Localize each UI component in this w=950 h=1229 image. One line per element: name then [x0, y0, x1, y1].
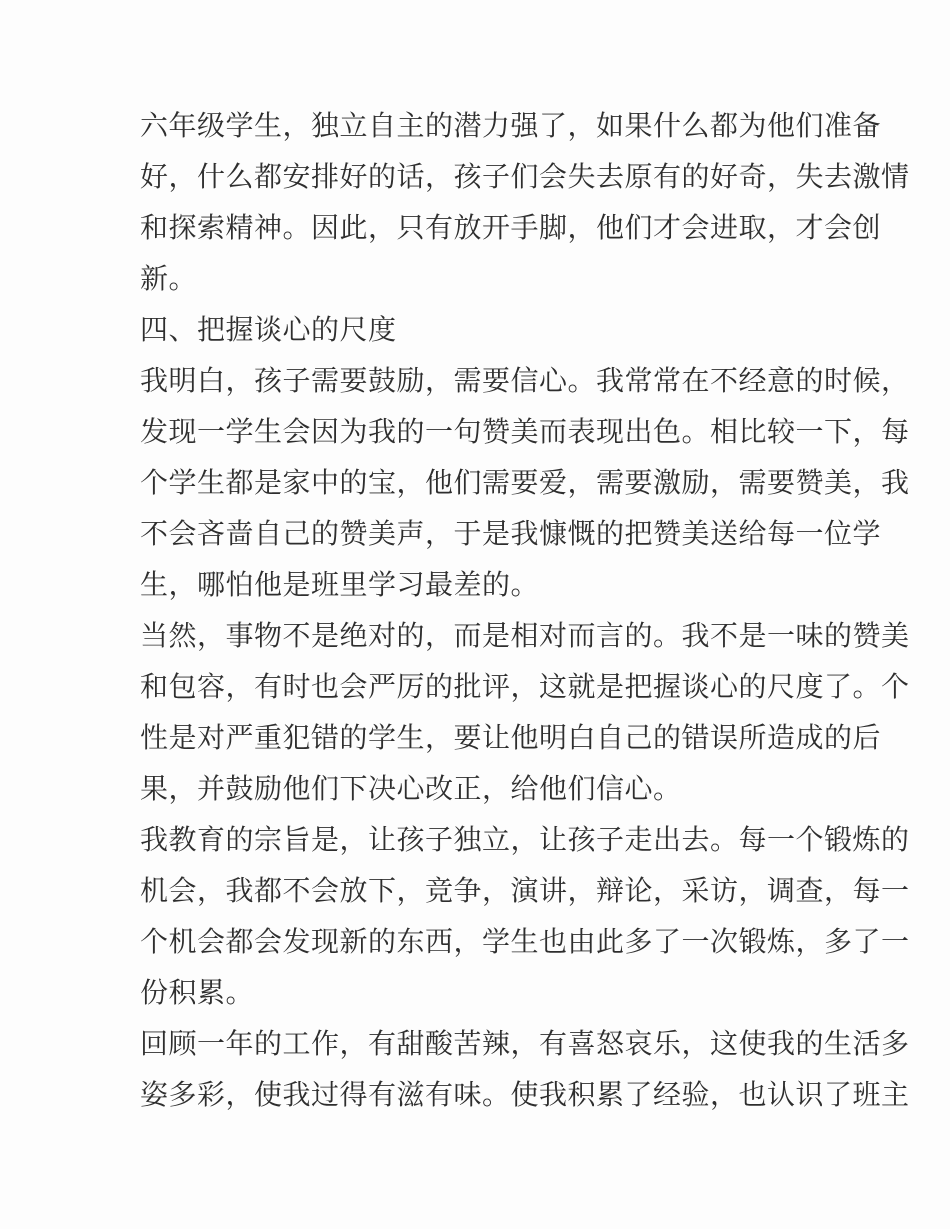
- text-line: 果，并鼓励他们下决心改正，给他们信心。: [140, 774, 682, 805]
- section-heading-4: 四、把握谈心的尺度: [140, 315, 397, 346]
- text-line: 份积累。: [140, 978, 255, 1009]
- text-line: 和包容，有时也会严厉的批评，这就是把握谈心的尺度了。个: [140, 672, 910, 703]
- text-line: 我教育的宗旨是，让孩子独立，让孩子走出去。每一个锻炼的: [140, 825, 910, 856]
- text-line: 不会吝啬自己的赞美声，于是我慷慨的把赞美送给每一位学: [140, 519, 882, 550]
- text-line: 性是对严重犯错的学生，要让他明白自己的错误所造成的后: [140, 723, 882, 754]
- text-line: 个机会都会发现新的东西，学生也由此多了一次锻炼，多了一: [140, 927, 910, 958]
- text-line: 个学生都是家中的宝，他们需要爱，需要激励，需要赞美，我: [140, 468, 910, 499]
- text-line: 六年级学生，独立自主的潜力强了，如果什么都为他们准备: [140, 111, 882, 142]
- text-line: 回顾一年的工作，有甜酸苦辣，有喜怒哀乐，这使我的生活多: [140, 1029, 910, 1060]
- text-line: 生，哪怕他是班里学习最差的。: [140, 570, 540, 601]
- text-line: 我明白，孩子需要鼓励，需要信心。我常常在不经意的时候，: [140, 366, 910, 397]
- text-line: 和探索精神。因此，只有放开手脚，他们才会进取，才会创: [140, 213, 882, 244]
- text-line: 新。: [140, 264, 198, 295]
- text-line: 机会，我都不会放下，竞争，演讲，辩论，采访，调查，每一: [140, 876, 910, 907]
- document-body-text: [140, 101, 910, 1121]
- text-line: 发现一学生会因为我的一句赞美而表现出色。相比较一下，每: [140, 417, 910, 448]
- text-line: 当然，事物不是绝对的，而是相对而言的。我不是一味的赞美: [140, 621, 910, 652]
- text-line: 姿多彩，使我过得有滋有味。使我积累了经验，也认识了班主: [140, 1080, 910, 1111]
- text-line: 好，什么都安排好的话，孩子们会失去原有的好奇，失去激情: [140, 162, 910, 193]
